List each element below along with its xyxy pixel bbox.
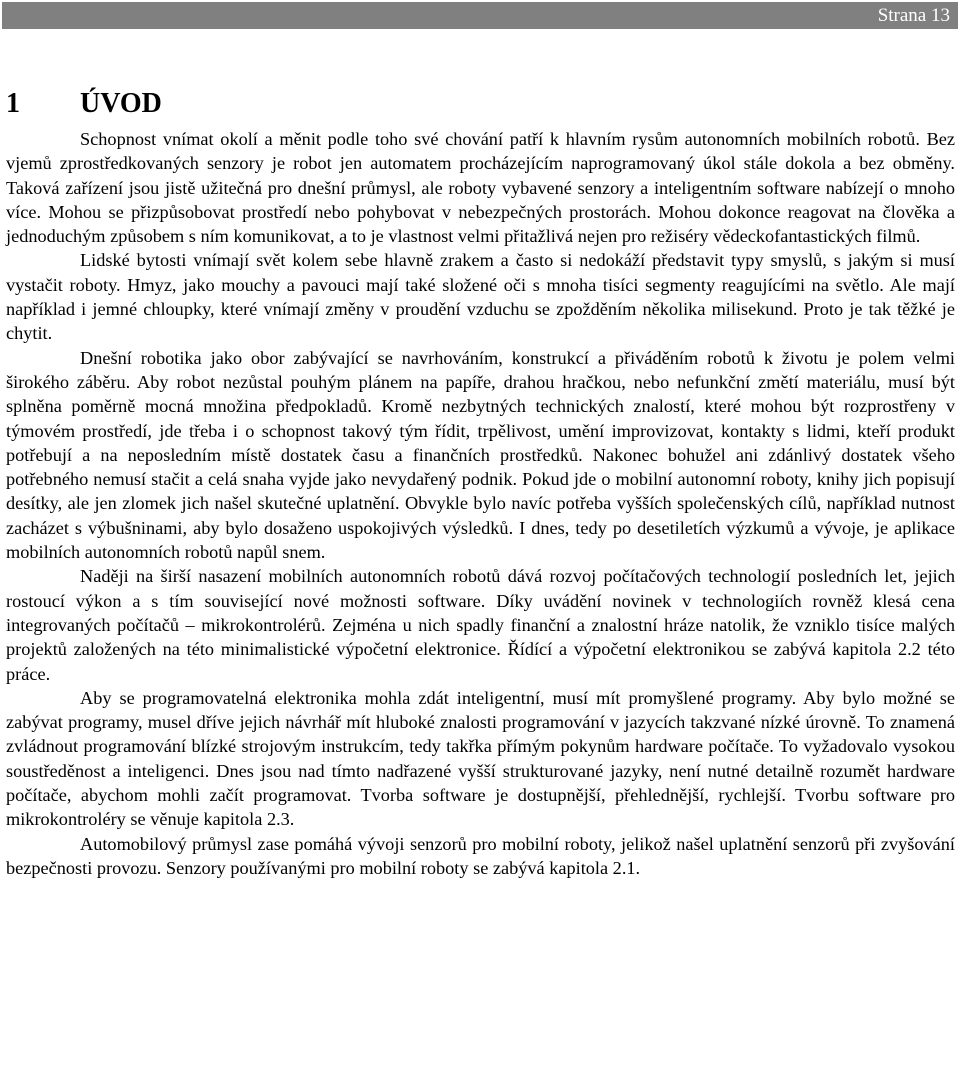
paragraph-1: Schopnost vnímat okolí a měnit podle toho své chování patří k hlavním rysům autonomních mobilních robotů. Bez vjemů zprostředkovaných senzory je robot jen automatem procházejícím naprogramovaný úkol stále dokola a bez obměny. Taková zařízení jsou jistě užitečná pro dnešní průmysl, ale roboty vybavené senzory a inteligentním software nabízejí o mnoho více. Mohou se přizpůsobovat prostředí nebo pohybovat v nebezpečných prostorách. Mohou dokonce reagovat na člověka a jednoduchým způsobem s ním komunikovat, a to je vlastnost velmi přitažlivá nejen pro režiséry vědeckofantastických filmů.	[6, 129, 955, 247]
paragraph-3: Dnešní robotika jako obor zabývající se navrhováním, konstrukcí a přiváděním robotů k životu je polem velmi širokého záběru. Aby robot nezůstal pouhým plánem na papíře, drahou hračkou, nebo nefunkční změtí materiálu, musí být splněna poměrně mocná množina předpokladů. Kromě nezbytných technických znalostí, které mohou být rozprostřeny v týmovém prostředí, jde třeba i o schopnost takový tým řídit, trpělivost, umění improvizovat, kontakty s lidmi, kteří produkt potřebují a na neposledním místě dostatek času a finančních prostředků. Nakonec bohužel ani zdánlivý dostatek všeho potřebného nemusí stačit a celá snaha vyjde jako nevydařený podnik. Pokud jde o mobilní autonomní roboty, knihy jich popisují desítky, ale jen zlomek jich našel skutečné uplatnění. Obvykle bylo navíc potřeba vyšších společenských cílů, například nutnost zacházet s výbušninami, aby bylo dosaženo uspokojivých výsledků. I dnes, tedy po desetiletích výzkumů a vývoje, je aplikace mobilních autonomních robotů napůl snem.	[6, 347, 955, 563]
paragraph-6: Automobilový průmysl zase pomáhá vývoji senzorů pro mobilní roboty, jelikož našel uplatnění senzorů při zvyšování bezpečnosti provozu. Senzory používanými pro mobilní roboty se zabývá kapitola 2.1.	[6, 833, 955, 878]
paragraph-4: Naději na širší nasazení mobilních autonomních robotů dává rozvoj počítačových technologií posledních let, jejich rostoucí výkon a s tím související nové možnosti software. Díky uvádění novinek v technologiích rovněž klesá cena integrovaných počítačů – mikrokontrolérů. Zejména u nich spadly finanční a znalostní hráze natolik, že vzniklo tisíce malých projektů založených na této minimalistické výpočetní elektronice. Řídící a výpočetní elektronikou se zabývá kapitola 2.2 této práce.	[6, 566, 955, 684]
chapter-body	[6, 127, 955, 880]
paragraph-2: Lidské bytosti vnímají svět kolem sebe hlavně zrakem a často si nedokáží představit typy smyslů, s jakým si musí vystačit roboty. Hmyz, jako mouchy a pavouci mají také složené oči s mnoha tisíci segmenty reagujícími na světlo. Ale mají například i jemné chloupky, které vnímají změny v proudění vzduchu se zpožděním několika milisekund. Proto je tak těžké je chytit.	[6, 250, 955, 344]
chapter-title: ÚVOD	[80, 88, 162, 119]
chapter-number: 1	[6, 88, 20, 119]
page-header-bar	[2, 2, 958, 29]
paragraph-5: Aby se programovatelná elektronika mohla zdát inteligentní, musí mít promyšlené programy. Aby bylo možné se zabývat programy, musel dříve jejich návrhář mít hluboké znalosti programování v jazycích takzvané nízké úrovně. To znamená zvládnout programování blízké strojovým instrukcím, tedy takřka přímým pokynům hardware počítače. To vyžadovalo vysokou soustředěnost a inteligenci. Dnes jsou nad tímto nadřazené vyšší strukturované jazyky, není nutné detailně rozumět hardware počítače, abychom mohli začít programovat. Tvorba software je dostupnější, přehlednější, rychlejší. Tvorbu software pro mikrokontroléry se věnuje kapitola 2.3.	[6, 687, 955, 830]
chapter-heading	[6, 86, 162, 122]
page-number-label: Strana 13	[877, 5, 950, 26]
